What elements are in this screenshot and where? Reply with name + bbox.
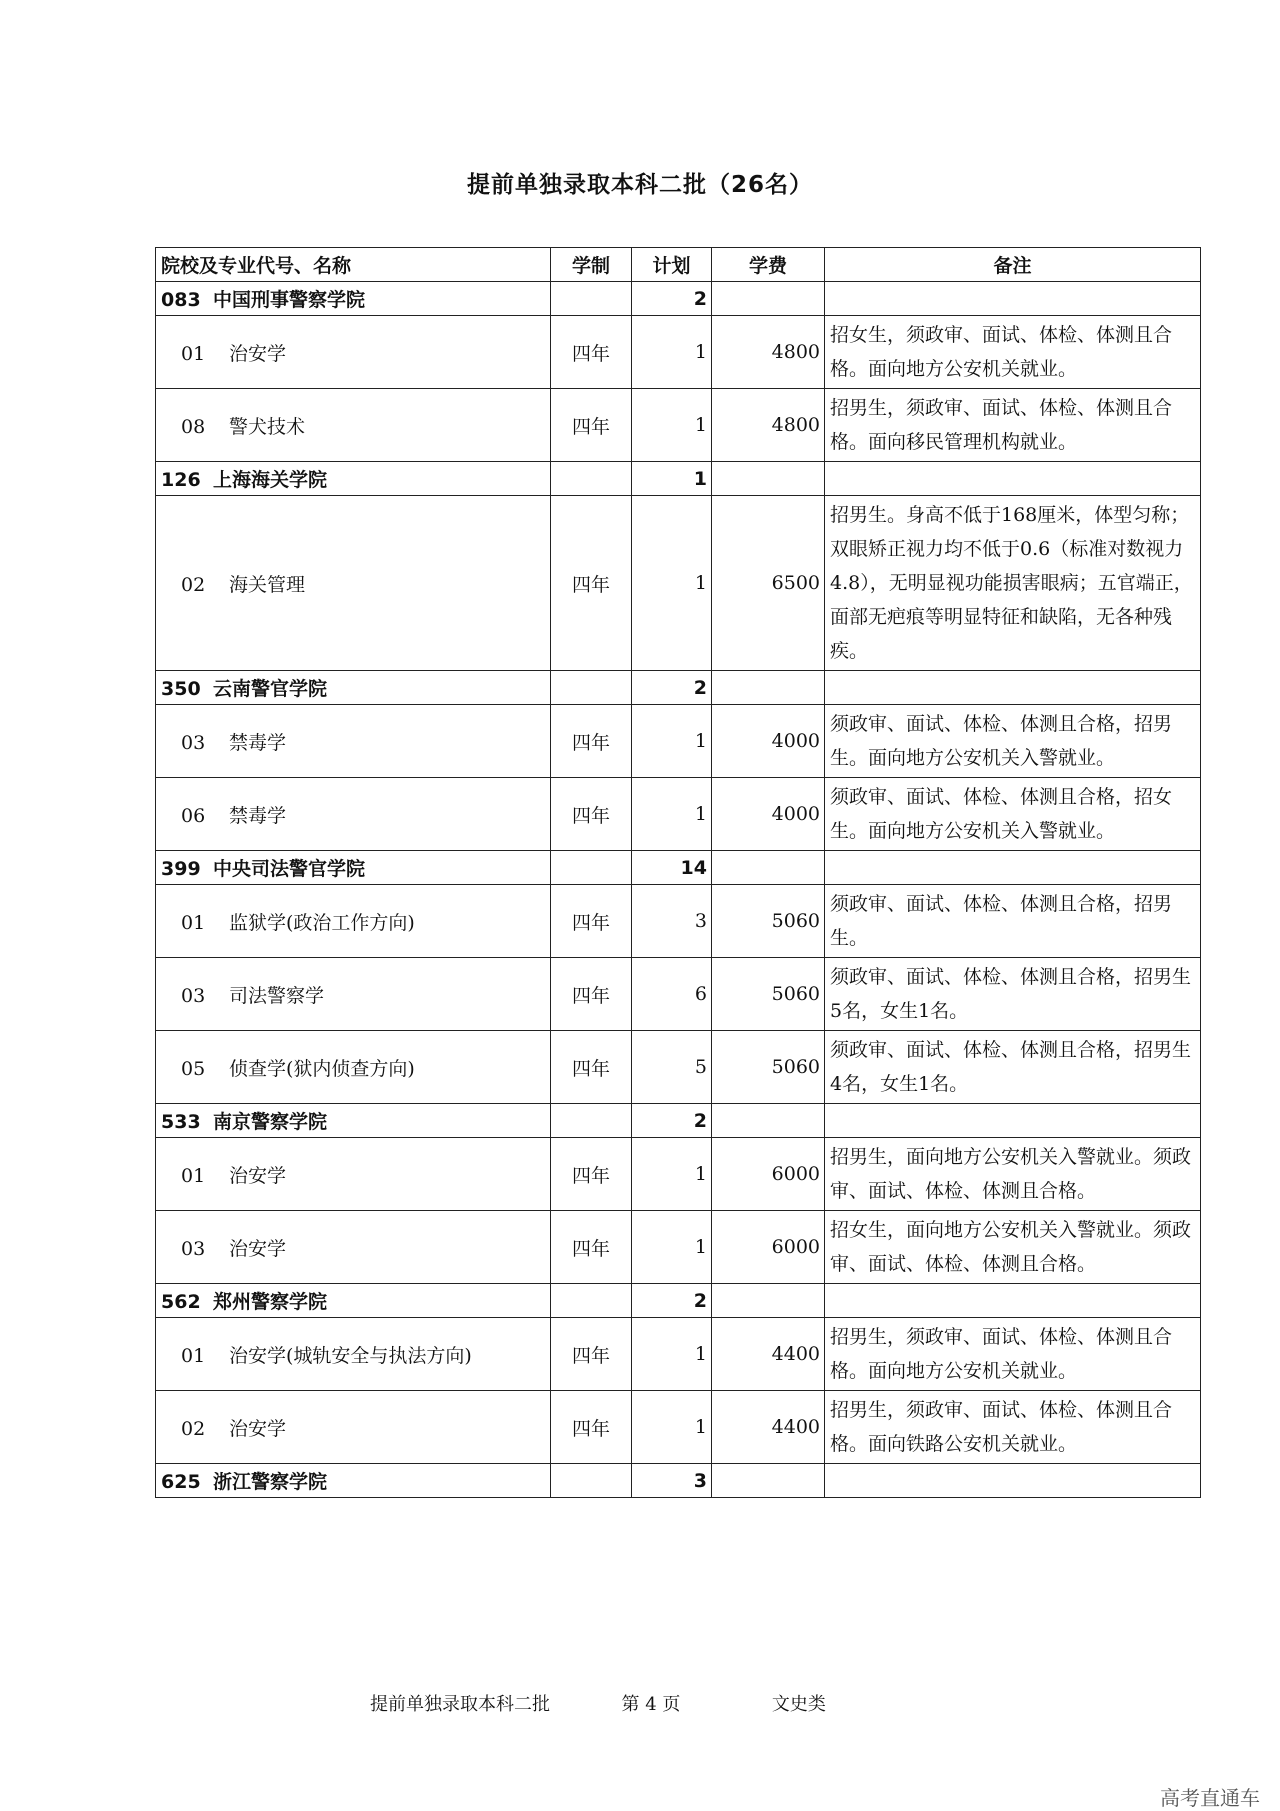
major-note: 招男生，面向地方公安机关入警就业。须政审、面试、体检、体测且合格。 — [825, 1138, 1201, 1211]
empty-cell — [712, 671, 825, 705]
major-code: 03 — [181, 1237, 206, 1260]
major-row — [156, 1318, 1201, 1391]
school-row — [156, 1104, 1201, 1138]
school-row — [156, 462, 1201, 496]
major-row — [156, 778, 1201, 851]
school-name-cell — [156, 1104, 551, 1138]
major-name: 治安学(城轨安全与执法方向) — [229, 1344, 472, 1367]
empty-cell — [712, 282, 825, 316]
major-name: 侦查学(狱内侦查方向) — [229, 1057, 415, 1080]
major-code: 08 — [181, 415, 206, 438]
major-fee: 6000 — [712, 1138, 825, 1211]
page-title: 提前单独录取本科二批（26名） — [466, 172, 813, 198]
major-row — [156, 1211, 1201, 1284]
major-name-cell — [156, 1138, 551, 1211]
footer-category: 文史类 — [771, 1694, 826, 1715]
empty-cell — [712, 462, 825, 496]
major-name-cell — [156, 885, 551, 958]
major-name-cell — [156, 778, 551, 851]
major-note: 招男生，须政审、面试、体检、体测且合格。面向铁路公安机关就业。 — [825, 1391, 1201, 1464]
major-note: 招男生，须政审、面试、体检、体测且合格。面向移民管理机构就业。 — [825, 389, 1201, 462]
school-name-cell — [156, 1284, 551, 1318]
major-code: 03 — [181, 731, 206, 754]
major-name-cell — [156, 1031, 551, 1104]
major-row — [156, 958, 1201, 1031]
major-row — [156, 496, 1201, 671]
school-code: 533 — [161, 1111, 201, 1133]
school-name: 云南警官学院 — [213, 678, 328, 700]
major-plan: 1 — [632, 778, 712, 851]
school-code: 126 — [161, 469, 201, 491]
major-plan: 1 — [632, 389, 712, 462]
school-name: 中央司法警官学院 — [213, 858, 366, 880]
school-code: 399 — [161, 858, 201, 880]
major-duration: 四年 — [551, 885, 632, 958]
school-name: 郑州警察学院 — [213, 1291, 328, 1313]
major-note: 招男生。身高不低于168厘米，体型匀称；双眼矫正视力均不低于0.6（标准对数视力4.8），无明显视功能损害眼病；五官端正，面部无疤痕等明显特征和缺陷，无各种残疾。 — [825, 496, 1201, 671]
major-name: 治安学 — [229, 1417, 287, 1440]
major-note: 招女生，须政审、面试、体检、体测且合格。面向地方公安机关就业。 — [825, 316, 1201, 389]
school-name-cell — [156, 282, 551, 316]
major-duration: 四年 — [551, 705, 632, 778]
major-duration: 四年 — [551, 1391, 632, 1464]
major-name-cell — [156, 958, 551, 1031]
empty-cell — [551, 1104, 632, 1138]
empty-cell — [825, 851, 1201, 885]
major-code: 01 — [181, 342, 206, 365]
major-row — [156, 885, 1201, 958]
empty-cell — [551, 851, 632, 885]
major-name: 禁毒学 — [229, 804, 287, 827]
major-name-cell — [156, 496, 551, 671]
major-fee: 5060 — [712, 958, 825, 1031]
major-name: 禁毒学 — [229, 731, 287, 754]
empty-cell — [825, 282, 1201, 316]
major-code: 03 — [181, 984, 206, 1007]
empty-cell — [712, 1464, 825, 1498]
school-plan: 3 — [632, 1464, 712, 1498]
table-header-row — [156, 248, 1201, 282]
major-note: 须政审、面试、体检、体测且合格，招男生5名，女生1名。 — [825, 958, 1201, 1031]
major-plan: 6 — [632, 958, 712, 1031]
footer-batch: 提前单独录取本科二批 — [370, 1694, 550, 1715]
school-name: 南京警察学院 — [213, 1111, 328, 1133]
major-plan: 1 — [632, 1211, 712, 1284]
header-name: 院校及专业代号、名称 — [156, 248, 551, 282]
empty-cell — [712, 1104, 825, 1138]
major-name: 警犬技术 — [229, 415, 306, 438]
major-name: 治安学 — [229, 1164, 287, 1187]
header-duration: 学制 — [551, 248, 632, 282]
empty-cell — [551, 671, 632, 705]
major-duration: 四年 — [551, 316, 632, 389]
empty-cell — [712, 851, 825, 885]
major-code: 01 — [181, 1344, 206, 1367]
major-plan: 3 — [632, 885, 712, 958]
major-duration: 四年 — [551, 1138, 632, 1211]
school-plan: 2 — [632, 1284, 712, 1318]
school-plan: 1 — [632, 462, 712, 496]
school-name-cell — [156, 462, 551, 496]
major-row — [156, 389, 1201, 462]
school-row — [156, 282, 1201, 316]
major-plan: 1 — [632, 1318, 712, 1391]
major-code: 01 — [181, 1164, 206, 1187]
major-name-cell — [156, 705, 551, 778]
major-name-cell — [156, 1211, 551, 1284]
major-name-cell — [156, 316, 551, 389]
header-note: 备注 — [825, 248, 1201, 282]
major-fee: 5060 — [712, 1031, 825, 1104]
major-duration: 四年 — [551, 1211, 632, 1284]
major-row — [156, 705, 1201, 778]
major-name-cell — [156, 1318, 551, 1391]
major-note: 招男生，须政审、面试、体检、体测且合格。面向地方公安机关就业。 — [825, 1318, 1201, 1391]
major-row — [156, 1031, 1201, 1104]
empty-cell — [551, 462, 632, 496]
school-code: 083 — [161, 289, 201, 311]
school-name-cell — [156, 1464, 551, 1498]
school-row — [156, 1284, 1201, 1318]
major-code: 02 — [181, 573, 206, 596]
major-code: 01 — [181, 911, 206, 934]
major-duration: 四年 — [551, 389, 632, 462]
header-fee: 学费 — [712, 248, 825, 282]
footer-page-number: 第 4 页 — [621, 1694, 681, 1715]
school-code: 350 — [161, 678, 201, 700]
major-row — [156, 316, 1201, 389]
school-name: 浙江警察学院 — [213, 1471, 328, 1493]
major-name-cell — [156, 1391, 551, 1464]
major-plan: 1 — [632, 705, 712, 778]
major-note: 须政审、面试、体检、体测且合格，招男生。面向地方公安机关入警就业。 — [825, 705, 1201, 778]
major-fee: 4800 — [712, 316, 825, 389]
page-footer — [370, 1690, 826, 1716]
major-plan: 1 — [632, 1138, 712, 1211]
major-note: 须政审、面试、体检、体测且合格，招女生。面向地方公安机关入警就业。 — [825, 778, 1201, 851]
major-plan: 1 — [632, 316, 712, 389]
empty-cell — [825, 1284, 1201, 1318]
empty-cell — [551, 1464, 632, 1498]
empty-cell — [825, 671, 1201, 705]
major-fee: 4000 — [712, 778, 825, 851]
major-name: 治安学 — [229, 342, 287, 365]
major-fee: 4400 — [712, 1391, 825, 1464]
major-note: 招女生，面向地方公安机关入警就业。须政审、面试、体检、体测且合格。 — [825, 1211, 1201, 1284]
major-fee: 4400 — [712, 1318, 825, 1391]
school-plan: 2 — [632, 1104, 712, 1138]
major-row — [156, 1138, 1201, 1211]
school-name-cell — [156, 671, 551, 705]
school-row — [156, 671, 1201, 705]
school-plan: 14 — [632, 851, 712, 885]
major-fee: 4800 — [712, 389, 825, 462]
school-row — [156, 851, 1201, 885]
school-name: 中国刑事警察学院 — [213, 289, 366, 311]
major-plan: 1 — [632, 1391, 712, 1464]
major-row — [156, 1391, 1201, 1464]
major-code: 02 — [181, 1417, 206, 1440]
major-fee: 4000 — [712, 705, 825, 778]
major-code: 06 — [181, 804, 206, 827]
major-duration: 四年 — [551, 778, 632, 851]
empty-cell — [825, 1104, 1201, 1138]
major-note: 须政审、面试、体检、体测且合格，招男生。 — [825, 885, 1201, 958]
major-fee: 5060 — [712, 885, 825, 958]
major-plan: 1 — [632, 496, 712, 671]
empty-cell — [825, 1464, 1201, 1498]
major-code: 05 — [181, 1057, 206, 1080]
major-fee: 6500 — [712, 496, 825, 671]
watermark: 高考直通车 — [1160, 1786, 1260, 1810]
school-row — [156, 1464, 1201, 1498]
major-note: 须政审、面试、体检、体测且合格，招男生4名，女生1名。 — [825, 1031, 1201, 1104]
school-plan: 2 — [632, 282, 712, 316]
admission-table — [155, 247, 1201, 1498]
empty-cell — [825, 462, 1201, 496]
empty-cell — [712, 1284, 825, 1318]
school-code: 562 — [161, 1291, 201, 1313]
empty-cell — [551, 282, 632, 316]
major-duration: 四年 — [551, 958, 632, 1031]
major-duration: 四年 — [551, 1318, 632, 1391]
school-plan: 2 — [632, 671, 712, 705]
major-name: 监狱学(政治工作方向) — [229, 911, 415, 934]
school-code: 625 — [161, 1471, 201, 1493]
major-name-cell — [156, 389, 551, 462]
school-name: 上海海关学院 — [213, 469, 328, 491]
school-name-cell — [156, 851, 551, 885]
major-name: 海关管理 — [229, 573, 306, 596]
major-duration: 四年 — [551, 1031, 632, 1104]
header-plan: 计划 — [632, 248, 712, 282]
major-name: 治安学 — [229, 1237, 287, 1260]
major-plan: 5 — [632, 1031, 712, 1104]
major-duration: 四年 — [551, 496, 632, 671]
empty-cell — [551, 1284, 632, 1318]
major-name: 司法警察学 — [229, 984, 325, 1007]
major-fee: 6000 — [712, 1211, 825, 1284]
